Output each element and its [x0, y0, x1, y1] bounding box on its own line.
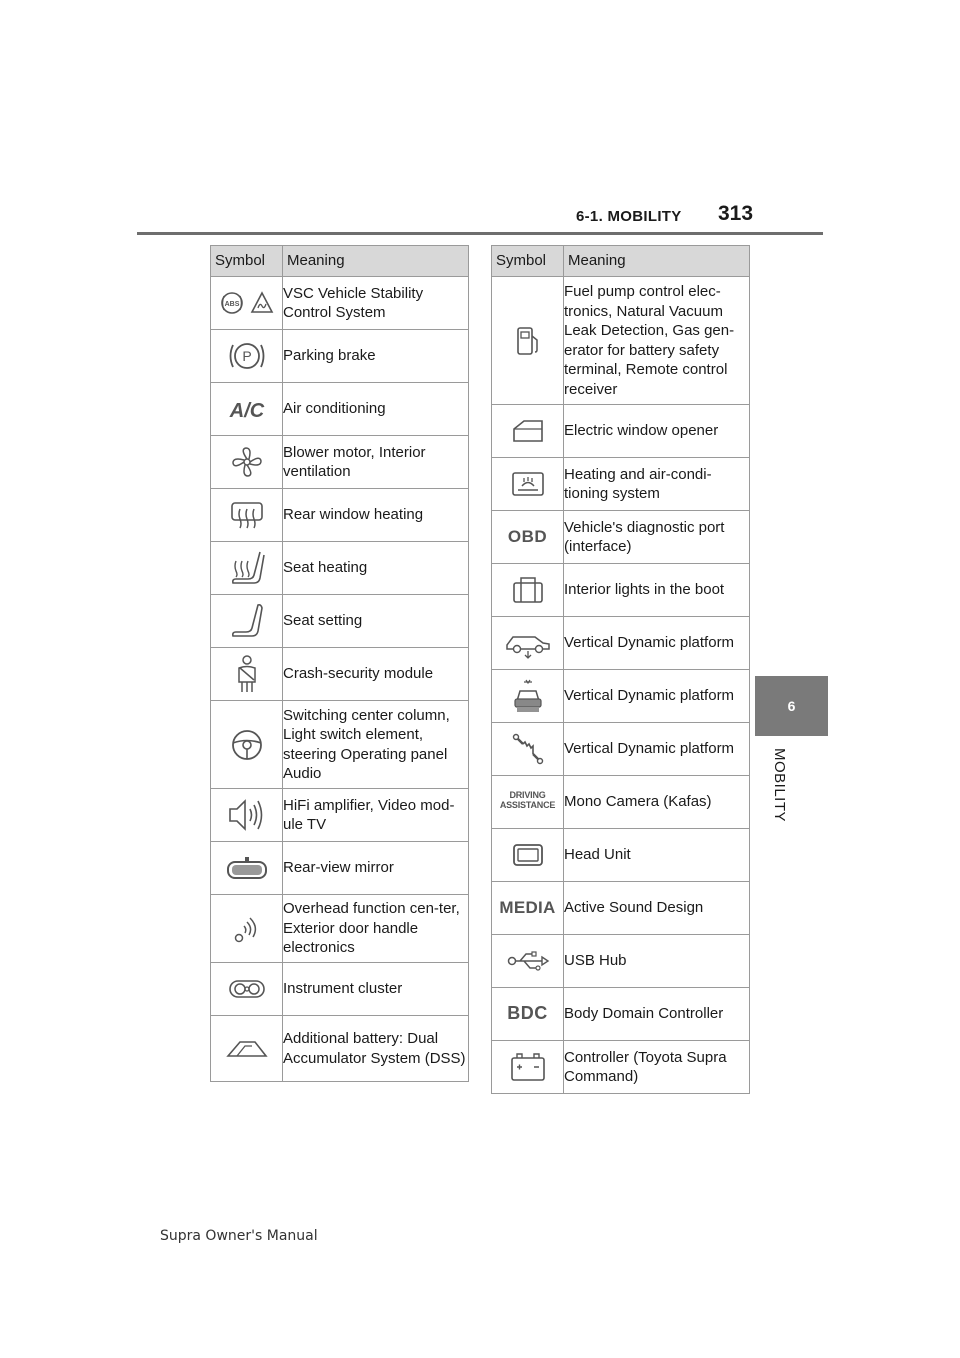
row-meaning: VSC Vehicle Stability Control System: [283, 277, 469, 330]
row-meaning: Vertical Dynamic platform: [564, 670, 750, 723]
heating-system-icon: [510, 470, 546, 498]
row-meaning: Vertical Dynamic platform: [564, 723, 750, 776]
steering-wheel-icon: [230, 728, 264, 762]
table-header-row: [211, 246, 469, 277]
svg-text:P: P: [241, 348, 252, 364]
table-row: [211, 1016, 469, 1082]
mirror-icon: [225, 854, 269, 882]
abs-vsc-icon: [220, 290, 274, 316]
table-row: [492, 617, 750, 670]
table-row: [211, 489, 469, 542]
row-meaning: Seat setting: [283, 595, 469, 648]
parking-brake-icon: [227, 339, 267, 373]
boot-light-icon: [511, 575, 545, 605]
row-meaning: Head Unit: [564, 829, 750, 882]
car-height-icon: [503, 627, 553, 659]
table-row: [492, 670, 750, 723]
table-row: [211, 595, 469, 648]
driving-assistance-icon: [500, 790, 556, 814]
table-row: [492, 277, 750, 405]
svg-text:A/C: A/C: [229, 400, 264, 422]
door-handle-icon: [232, 914, 262, 944]
row-meaning: Parking brake: [283, 330, 469, 383]
battery-icon: [509, 1051, 547, 1083]
table-row: [211, 542, 469, 595]
speaker-icon: [227, 797, 267, 833]
head-unit-icon: [511, 842, 545, 868]
row-meaning: Heating and air-condi-tioning system: [564, 458, 750, 511]
chapter-number: 6: [787, 698, 796, 714]
table-row: [492, 935, 750, 988]
table-row: [492, 776, 750, 829]
table-row: [492, 882, 750, 935]
row-meaning: Air conditioning: [283, 383, 469, 436]
obd-icon: [508, 527, 547, 548]
col-meaning-header: Meaning: [564, 246, 750, 277]
row-meaning: Crash-security module: [283, 648, 469, 701]
ac-icon: [227, 395, 267, 423]
shock-absorber-icon: [511, 732, 545, 766]
row-meaning: Additional battery: Dual Accumulator System (DSS): [283, 1016, 469, 1082]
footer-manual-title: Supra Owner's Manual: [160, 1228, 318, 1244]
row-meaning: Mono Camera (Kafas): [564, 776, 750, 829]
col-symbol-header: Symbol: [492, 246, 564, 277]
row-meaning: Rear-view mirror: [283, 842, 469, 895]
table-row: [211, 789, 469, 842]
fuel-pump-icon: [513, 324, 543, 358]
seat-icon: [230, 602, 264, 640]
row-meaning: HiFi amplifier, Video mod-ule TV: [283, 789, 469, 842]
svg-text:ABS: ABS: [224, 301, 239, 308]
row-meaning: Vehicle's diagnostic port (interface): [564, 511, 750, 564]
row-meaning: Blower motor, Interior ventilation: [283, 436, 469, 489]
row-meaning: Controller (Toyota Supra Command): [564, 1041, 750, 1094]
fan-icon: [230, 445, 264, 479]
table-row: [211, 277, 469, 330]
usb-icon: [506, 950, 550, 972]
bdc-icon: [507, 1004, 548, 1025]
battery-wedge-icon: [225, 1038, 269, 1060]
table-row: [492, 511, 750, 564]
col-symbol-header: Symbol: [211, 246, 283, 277]
table-row: [211, 842, 469, 895]
row-meaning: Electric window opener: [564, 405, 750, 458]
col-meaning-header: Meaning: [283, 246, 469, 277]
header-divider: [137, 232, 823, 235]
table-row: [492, 988, 750, 1041]
chapter-tab: [755, 676, 828, 736]
row-meaning: Rear window heating: [283, 489, 469, 542]
media-icon-text: MEDIA: [499, 897, 556, 917]
row-meaning: Overhead function cen-ter, Exterior door handle electronics: [283, 895, 469, 963]
table-row: [211, 383, 469, 436]
seatbelt-icon: [232, 654, 262, 694]
obd-icon-text: OBD: [507, 526, 548, 546]
row-meaning: Fuel pump control elec-tronics, Natural Vacuum Leak Detection, Gas gen-erator for battery safety terminal, Remote control receiver: [564, 277, 750, 405]
section-title: 6-1. MOBILITY: [576, 208, 682, 225]
instrument-cluster-icon: [227, 977, 267, 1001]
table-row: [211, 330, 469, 383]
symbol-table-left: [210, 245, 469, 1082]
seat-heating-icon: [228, 549, 266, 587]
table-row: [211, 648, 469, 701]
symbol-table-right: [491, 245, 750, 1094]
table-row: [492, 829, 750, 882]
table-row: [492, 564, 750, 617]
bdc-icon-text: BDC: [507, 1002, 548, 1023]
table-row: [492, 405, 750, 458]
row-meaning: Body Domain Controller: [564, 988, 750, 1041]
table-row: [492, 1041, 750, 1094]
table-row: [211, 963, 469, 1016]
row-meaning: Instrument cluster: [283, 963, 469, 1016]
driving-assistance-icon-text: DRIVING ASSISTANCE: [499, 790, 556, 811]
row-meaning: Switching center column, Light switch element, steering Operating panel Audio: [283, 701, 469, 789]
row-meaning: Active Sound Design: [564, 882, 750, 935]
table-row: [211, 701, 469, 789]
chapter-side-label: MOBILITY: [771, 748, 788, 823]
rear-defrost-icon: [229, 500, 265, 530]
row-meaning: Vertical Dynamic platform: [564, 617, 750, 670]
media-icon: [499, 898, 555, 919]
table-row: [211, 895, 469, 963]
row-meaning: Interior lights in the boot: [564, 564, 750, 617]
table-row: [211, 436, 469, 489]
row-meaning: Seat heating: [283, 542, 469, 595]
page-number: 313: [718, 202, 754, 225]
row-meaning: USB Hub: [564, 935, 750, 988]
window-icon: [510, 418, 546, 444]
car-front-icon: [512, 679, 544, 713]
table-row: [492, 458, 750, 511]
table-row: [492, 723, 750, 776]
table-header-row: [492, 246, 750, 277]
